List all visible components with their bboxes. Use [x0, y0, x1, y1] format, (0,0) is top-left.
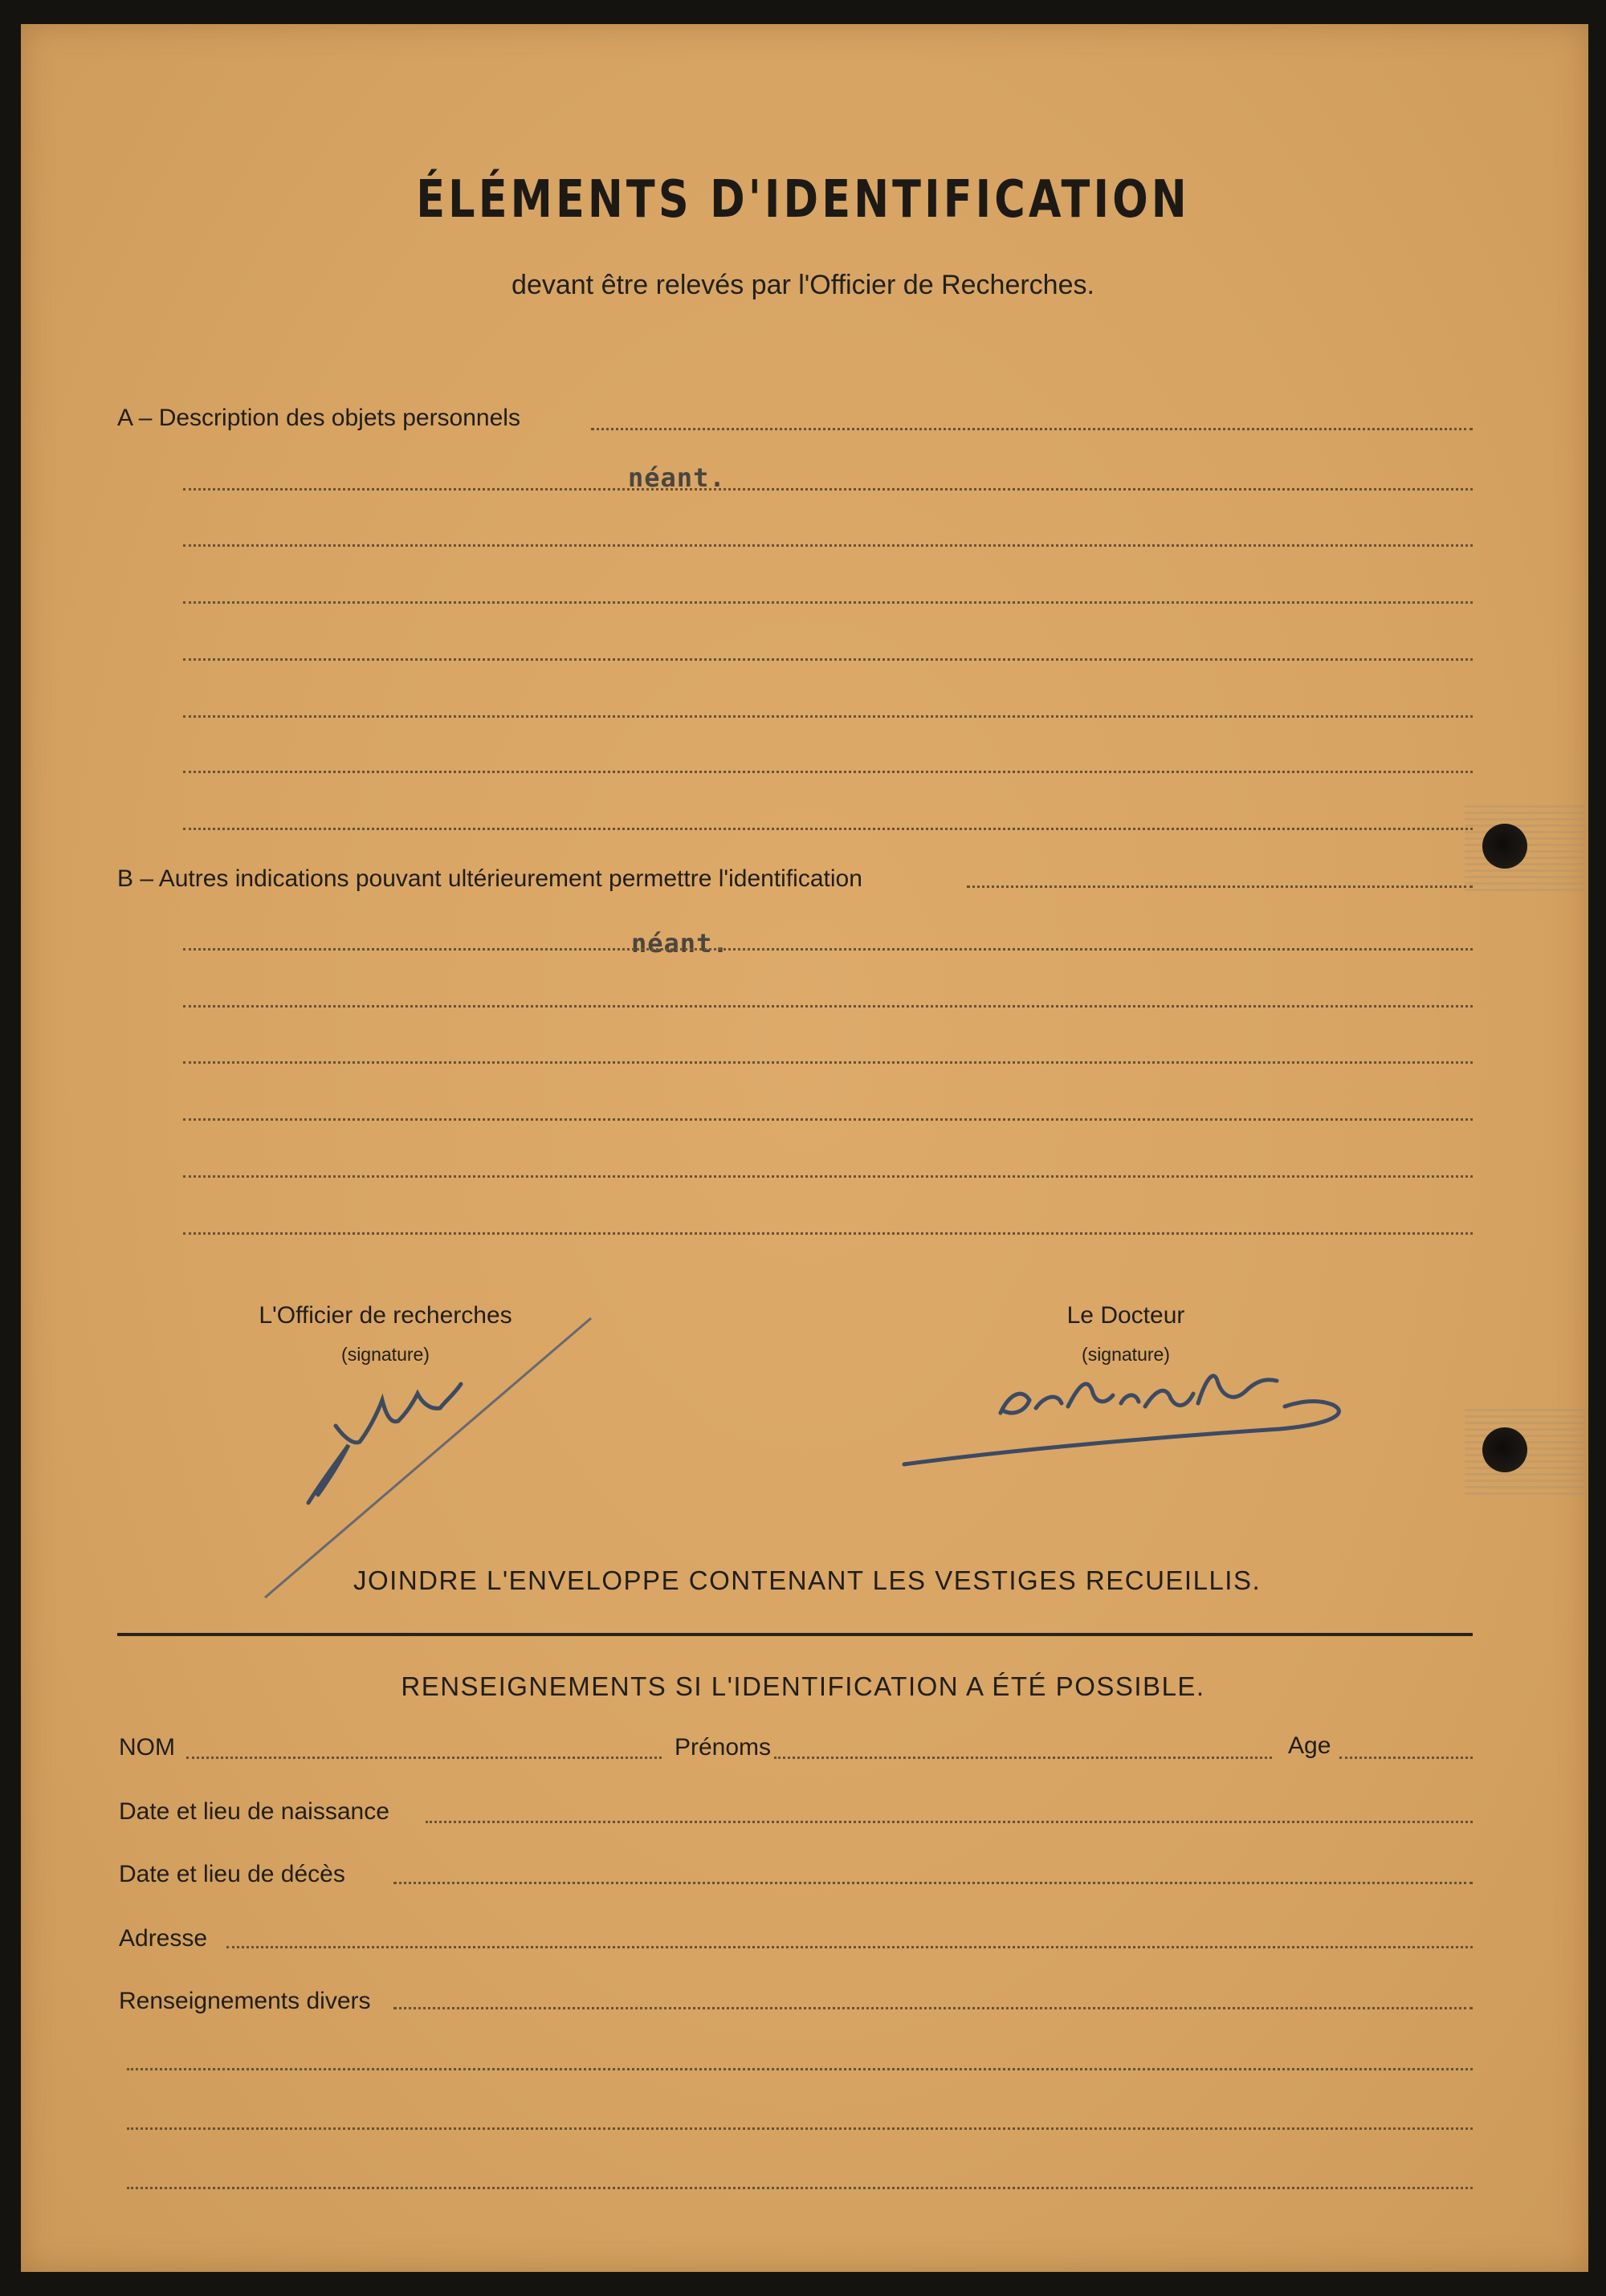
section-b-line-7[interactable]	[183, 1232, 1473, 1235]
naissance-field[interactable]	[426, 1821, 1473, 1823]
section-b-line-3[interactable]	[183, 1005, 1473, 1008]
officer-signature-title: L'Officier de recherches	[259, 1302, 512, 1329]
adresse-field[interactable]	[226, 1946, 1473, 1948]
section-divider	[117, 1633, 1473, 1636]
section-a-line-8[interactable]	[183, 828, 1473, 830]
naissance-label: Date et lieu de naissance	[119, 1798, 389, 1825]
section-b-label: B – Autres indications pouvant ultérieurement permettre l'identification	[117, 865, 862, 892]
section-a-label: A – Description des objets personnels	[117, 405, 520, 431]
identification-heading: RENSEIGNEMENTS SI L'IDENTIFICATION A ÉTÉ POSSIBLE.	[401, 1671, 1205, 1701]
punch-hole-upper	[1482, 824, 1527, 869]
prenoms-field[interactable]	[774, 1757, 1272, 1759]
section-b-line-2[interactable]	[183, 948, 1473, 951]
section-a-line-1[interactable]	[591, 428, 1473, 430]
age-label: Age	[1288, 1732, 1331, 1759]
divers-field-4[interactable]	[127, 2187, 1473, 2189]
divers-field-1[interactable]	[393, 2007, 1473, 2009]
deces-label: Date et lieu de décès	[119, 1861, 345, 1887]
prenoms-label: Prénoms	[675, 1734, 772, 1761]
envelope-notice: JOINDRE L'ENVELOPPE CONTENANT LES VESTIGES RECUEILLIS.	[353, 1565, 1262, 1595]
nom-label: NOM	[119, 1734, 175, 1761]
document-title: ÉLÉMENTS D'IDENTIFICATION	[416, 170, 1190, 230]
section-a-line-4[interactable]	[183, 601, 1473, 604]
adresse-label: Adresse	[119, 1925, 208, 1952]
section-b-line-4[interactable]	[183, 1061, 1473, 1064]
age-field[interactable]	[1339, 1757, 1473, 1759]
doctor-signature-caption: (signature)	[1082, 1344, 1170, 1365]
section-a-line-2[interactable]	[183, 488, 1473, 491]
section-b-line-6[interactable]	[183, 1175, 1473, 1178]
section-a-line-6[interactable]	[183, 715, 1473, 718]
section-b-typed-value: néant.	[631, 928, 729, 959]
deces-field[interactable]	[393, 1882, 1473, 1884]
section-b-line-5[interactable]	[183, 1118, 1473, 1121]
nom-field[interactable]	[186, 1757, 662, 1759]
officer-signature-caption: (signature)	[341, 1344, 430, 1365]
section-a-line-7[interactable]	[183, 771, 1473, 773]
document-subtitle: devant être relevés par l'Officier de Recherches.	[512, 270, 1094, 300]
divers-field-2[interactable]	[127, 2068, 1473, 2070]
divers-label: Renseignements divers	[119, 1988, 371, 2014]
divers-field-3[interactable]	[127, 2127, 1473, 2130]
punch-hole-lower	[1482, 1427, 1527, 1472]
section-b-line-1[interactable]	[967, 885, 1473, 888]
section-a-typed-value: néant.	[628, 462, 726, 493]
section-a-line-5[interactable]	[183, 658, 1473, 661]
doctor-signature-title: Le Docteur	[1066, 1302, 1185, 1329]
form-sheet	[21, 24, 1588, 2272]
section-a-line-3[interactable]	[183, 544, 1473, 547]
